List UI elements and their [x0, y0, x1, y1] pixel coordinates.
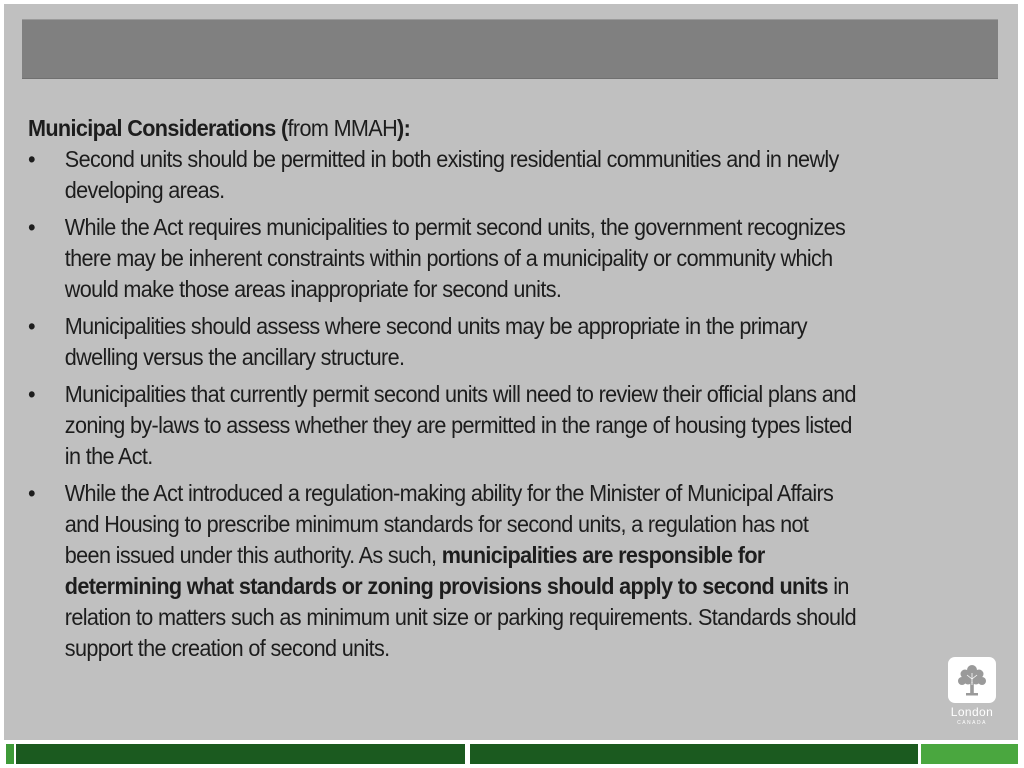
bullet-icon: • — [28, 313, 35, 339]
tree-icon — [948, 657, 996, 703]
heading-bold-prefix: Municipal Considerations ( — [28, 115, 288, 141]
logo-tile — [948, 657, 996, 703]
footer-stripe — [6, 744, 14, 764]
london-logo — [946, 657, 998, 729]
bullet-list — [28, 144, 856, 664]
list-item — [28, 379, 856, 472]
list-item — [28, 478, 856, 664]
title-bar — [22, 19, 998, 79]
bullet-text: While the Act requires municipalities to permit second units, the government recognizes there may be inherent constraints within portions of a municipality or community which would make those areas inappropriate for second units. — [64, 214, 846, 302]
footer-stripe — [16, 744, 465, 764]
footer-stripe — [470, 744, 918, 764]
heading-bold-suffix: ): — [397, 115, 411, 141]
list-item — [28, 212, 856, 305]
logo-subtitle: CANADA — [957, 720, 987, 726]
heading-source: from MMAH — [287, 115, 398, 141]
bullet-text-emphasis: municipalities are responsible for determining what standards or zoning provisions should apply to second units — [64, 542, 828, 599]
bullet-icon: • — [28, 480, 35, 506]
bullet-text — [65, 480, 856, 661]
bullet-icon: • — [28, 381, 35, 407]
logo-name: London — [950, 705, 994, 719]
bullet-text: Second units should be permitted in both existing residential communities and in newly developing areas. — [64, 146, 839, 203]
bullet-icon: • — [28, 146, 35, 172]
footer-stripe — [921, 744, 1018, 764]
slide-body — [28, 113, 856, 670]
list-item — [28, 311, 856, 373]
bullet-icon: • — [28, 214, 35, 240]
list-item — [28, 144, 856, 206]
bullet-text: Municipalities should assess where second units may be appropriate in the primary dwelling versus the ancillary structure. — [64, 313, 807, 370]
bullet-text: Municipalities that currently permit second units will need to review their official plans and zoning by-laws to assess whether they are permitted in the range of housing types listed in the Act. — [64, 381, 856, 469]
bullet-text-part2: in relation to matters such as minimum unit size or parking requirements. Standards should support the creation of second units. — [64, 573, 856, 661]
bullet-text-part1: While the Act introduced a regulation-making ability for the Minister of Municipal Affairs and Housing to prescribe minimum standards for second units, a regulation has not been issued under this authority. As such, — [64, 480, 834, 568]
section-heading — [28, 113, 856, 144]
